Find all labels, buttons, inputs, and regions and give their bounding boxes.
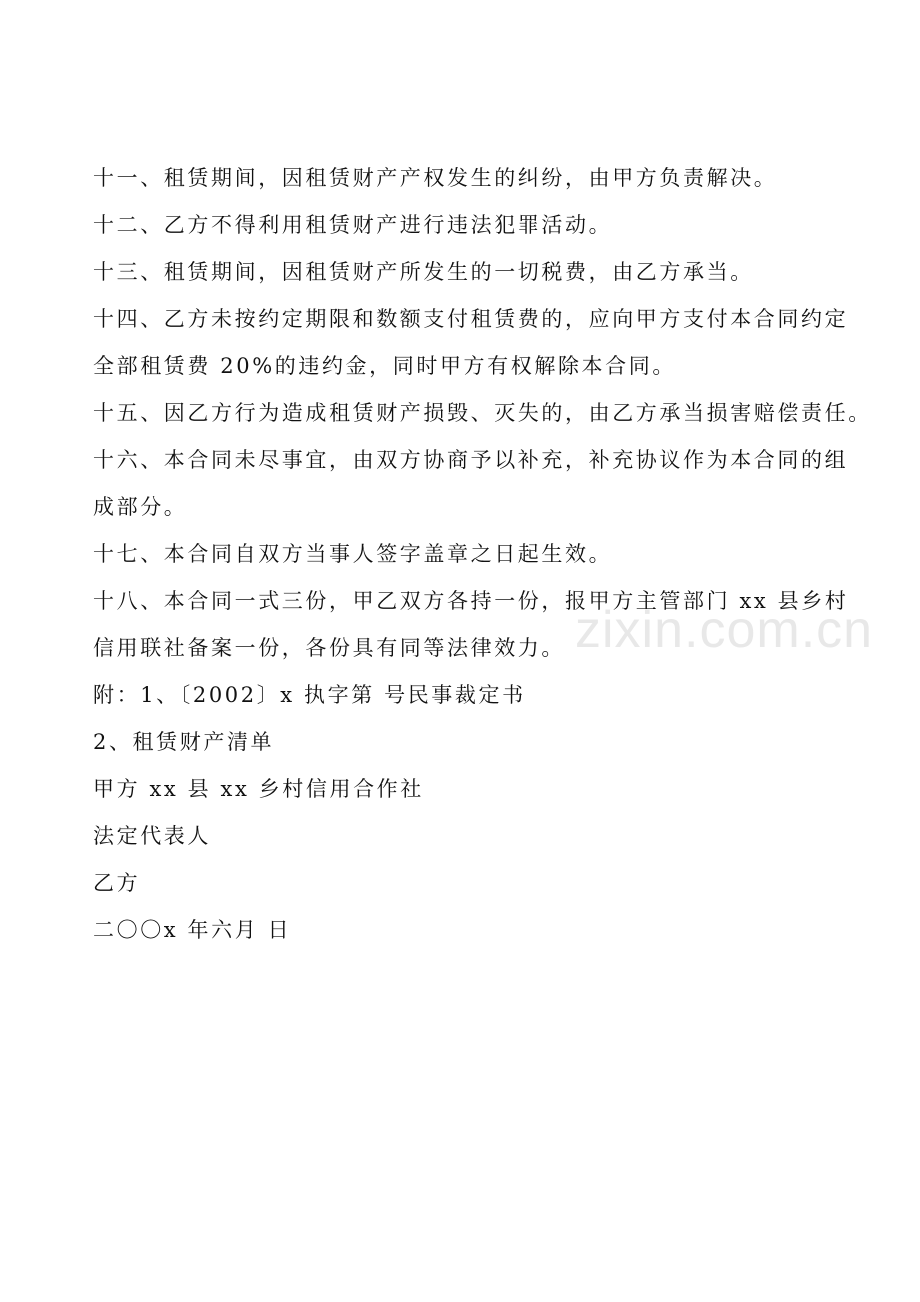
clause-17-line: 十七、本合同自双方当事人签字盖章之日起生效。 xyxy=(93,542,613,566)
clause-18-line-1: 十八、本合同一式三份，甲乙双方各持一份，报甲方主管部门 xx 县乡村 xyxy=(93,589,849,613)
clause-16-line-1: 十六、本合同未尽事宜，由双方协商予以补充，补充协议作为本合同的组 xyxy=(93,448,849,472)
clause-15-line: 十五、因乙方行为造成租赁财产损毁、灭失的，由乙方承当损害赔偿责任。 xyxy=(93,401,872,425)
date-line: 二〇〇x 年六月 日 xyxy=(93,918,292,942)
watermark: zixin.com.cn xyxy=(575,601,874,659)
clause-13-line: 十三、租赁期间，因租赁财产所发生的一切税费，由乙方承当。 xyxy=(93,260,754,284)
attachment-1-line: 附：1、〔2002〕x 执字第 号民事裁定书 xyxy=(93,683,526,707)
party-b-line: 乙方 xyxy=(93,871,141,895)
clause-12-line: 十二、乙方不得利用租赁财产进行违法犯罪活动。 xyxy=(93,213,613,237)
legal-representative-line: 法定代表人 xyxy=(93,824,211,848)
attachment-2-line: 2、租赁财产清单 xyxy=(93,730,275,754)
clause-16-line-2: 成部分。 xyxy=(93,495,188,519)
clause-11-line: 十一、租赁期间，因租赁财产产权发生的纠纷，由甲方负责解决。 xyxy=(93,166,778,190)
clause-18-line-2: 信用联社备案一份，各份具有同等法律效力。 xyxy=(93,636,565,660)
contract-body xyxy=(93,166,872,942)
clause-14-line-2: 全部租赁费 20%的违约金，同时甲方有权解除本合同。 xyxy=(93,354,676,378)
party-a-line: 甲方 xx 县 xx 乡村信用合作社 xyxy=(93,777,424,801)
clause-14-line-1: 十四、乙方未按约定期限和数额支付租赁费的，应向甲方支付本合同约定 xyxy=(93,307,849,331)
